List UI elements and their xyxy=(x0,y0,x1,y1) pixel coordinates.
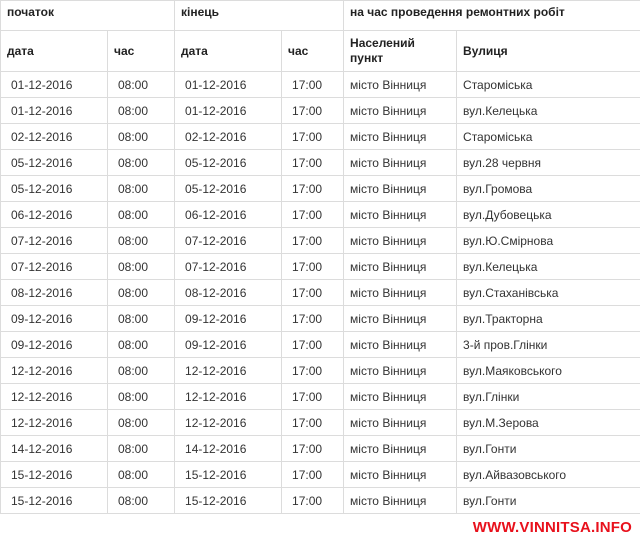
col-street: Вулиця xyxy=(457,31,640,72)
cell-settlement: місто Вінниця xyxy=(344,254,457,280)
cell-end-time: 17:00 xyxy=(282,306,344,332)
cell-street: вул.Келецька xyxy=(457,254,640,280)
cell-start-date: 12-12-2016 xyxy=(1,384,108,410)
table-row xyxy=(1,358,640,384)
cell-end-date: 01-12-2016 xyxy=(175,72,282,98)
cell-street: вул.Келецька xyxy=(457,98,640,124)
cell-start-date: 06-12-2016 xyxy=(1,202,108,228)
cell-street: вул.Дубовецька xyxy=(457,202,640,228)
cell-end-time: 17:00 xyxy=(282,228,344,254)
cell-street: вул.Глінки xyxy=(457,384,640,410)
table-row xyxy=(1,202,640,228)
cell-settlement: місто Вінниця xyxy=(344,436,457,462)
cell-start-date: 01-12-2016 xyxy=(1,98,108,124)
table-row xyxy=(1,384,640,410)
cell-start-time: 08:00 xyxy=(108,332,175,358)
cell-settlement: місто Вінниця xyxy=(344,306,457,332)
cell-street: вул.Громова xyxy=(457,176,640,202)
cell-settlement: місто Вінниця xyxy=(344,410,457,436)
header-group-row xyxy=(1,1,640,31)
cell-start-date: 07-12-2016 xyxy=(1,254,108,280)
cell-end-time: 17:00 xyxy=(282,150,344,176)
cell-settlement: місто Вінниця xyxy=(344,384,457,410)
cell-street: 3-й пров.Глінки xyxy=(457,332,640,358)
cell-settlement: місто Вінниця xyxy=(344,280,457,306)
table-row xyxy=(1,306,640,332)
col-start-time: час xyxy=(108,31,175,72)
table-row xyxy=(1,462,640,488)
cell-street: вул.Гонти xyxy=(457,488,640,514)
cell-start-date: 05-12-2016 xyxy=(1,176,108,202)
cell-start-date: 02-12-2016 xyxy=(1,124,108,150)
cell-settlement: місто Вінниця xyxy=(344,462,457,488)
cell-end-time: 17:00 xyxy=(282,358,344,384)
table-row xyxy=(1,228,640,254)
cell-street: вул.Маяковського xyxy=(457,358,640,384)
cell-start-date: 15-12-2016 xyxy=(1,462,108,488)
table-row xyxy=(1,254,640,280)
site-watermark: WWW.VINNITSA.INFO xyxy=(472,519,632,536)
cell-street: вул.Тракторна xyxy=(457,306,640,332)
cell-settlement: місто Вінниця xyxy=(344,72,457,98)
cell-end-date: 05-12-2016 xyxy=(175,150,282,176)
table-row xyxy=(1,150,640,176)
table-header xyxy=(1,1,640,72)
group-start-header: початок xyxy=(1,1,175,31)
cell-end-time: 17:00 xyxy=(282,98,344,124)
cell-end-date: 01-12-2016 xyxy=(175,98,282,124)
cell-start-time: 08:00 xyxy=(108,410,175,436)
cell-street: вул.Айвазовського xyxy=(457,462,640,488)
cell-end-date: 15-12-2016 xyxy=(175,462,282,488)
cell-end-date: 12-12-2016 xyxy=(175,358,282,384)
cell-end-date: 07-12-2016 xyxy=(175,254,282,280)
cell-end-date: 09-12-2016 xyxy=(175,332,282,358)
cell-settlement: місто Вінниця xyxy=(344,332,457,358)
cell-end-time: 17:00 xyxy=(282,254,344,280)
cell-end-date: 09-12-2016 xyxy=(175,306,282,332)
table-row xyxy=(1,176,640,202)
cell-end-time: 17:00 xyxy=(282,410,344,436)
cell-start-time: 08:00 xyxy=(108,462,175,488)
cell-street: Староміська xyxy=(457,124,640,150)
table-body xyxy=(1,72,640,514)
cell-start-time: 08:00 xyxy=(108,254,175,280)
cell-start-time: 08:00 xyxy=(108,436,175,462)
cell-settlement: місто Вінниця xyxy=(344,488,457,514)
table-row xyxy=(1,98,640,124)
cell-start-date: 12-12-2016 xyxy=(1,410,108,436)
group-end-header: кінець xyxy=(175,1,344,31)
cell-settlement: місто Вінниця xyxy=(344,228,457,254)
cell-end-date: 12-12-2016 xyxy=(175,410,282,436)
cell-end-date: 12-12-2016 xyxy=(175,384,282,410)
cell-end-time: 17:00 xyxy=(282,436,344,462)
cell-start-time: 08:00 xyxy=(108,72,175,98)
col-settlement: Населений пункт xyxy=(344,31,457,72)
cell-start-time: 08:00 xyxy=(108,384,175,410)
cell-street: вул.Гонти xyxy=(457,436,640,462)
cell-start-time: 08:00 xyxy=(108,202,175,228)
cell-start-time: 08:00 xyxy=(108,488,175,514)
cell-end-date: 14-12-2016 xyxy=(175,436,282,462)
cell-settlement: місто Вінниця xyxy=(344,202,457,228)
cell-end-date: 07-12-2016 xyxy=(175,228,282,254)
cell-street: вул.Стаханівська xyxy=(457,280,640,306)
table-row xyxy=(1,72,640,98)
cell-end-time: 17:00 xyxy=(282,202,344,228)
col-end-date: дата xyxy=(175,31,282,72)
header-column-row xyxy=(1,31,640,72)
cell-street: вул.М.Зерова xyxy=(457,410,640,436)
cell-end-time: 17:00 xyxy=(282,332,344,358)
cell-start-date: 01-12-2016 xyxy=(1,72,108,98)
cell-settlement: місто Вінниця xyxy=(344,98,457,124)
cell-start-time: 08:00 xyxy=(108,358,175,384)
table-row xyxy=(1,488,640,514)
cell-end-time: 17:00 xyxy=(282,280,344,306)
cell-end-time: 17:00 xyxy=(282,72,344,98)
cell-end-date: 05-12-2016 xyxy=(175,176,282,202)
cell-end-time: 17:00 xyxy=(282,124,344,150)
table-row xyxy=(1,332,640,358)
cell-start-time: 08:00 xyxy=(108,306,175,332)
cell-settlement: місто Вінниця xyxy=(344,150,457,176)
cell-start-date: 07-12-2016 xyxy=(1,228,108,254)
cell-start-date: 09-12-2016 xyxy=(1,332,108,358)
cell-start-time: 08:00 xyxy=(108,124,175,150)
col-end-time: час xyxy=(282,31,344,72)
cell-end-time: 17:00 xyxy=(282,384,344,410)
cell-start-date: 05-12-2016 xyxy=(1,150,108,176)
table-row xyxy=(1,436,640,462)
cell-end-date: 15-12-2016 xyxy=(175,488,282,514)
cell-start-date: 14-12-2016 xyxy=(1,436,108,462)
cell-end-time: 17:00 xyxy=(282,462,344,488)
cell-start-time: 08:00 xyxy=(108,150,175,176)
cell-start-date: 12-12-2016 xyxy=(1,358,108,384)
table-row xyxy=(1,410,640,436)
table-row xyxy=(1,124,640,150)
cell-end-date: 06-12-2016 xyxy=(175,202,282,228)
cell-end-date: 02-12-2016 xyxy=(175,124,282,150)
cell-settlement: місто Вінниця xyxy=(344,358,457,384)
cell-start-time: 08:00 xyxy=(108,176,175,202)
cell-street: Староміська xyxy=(457,72,640,98)
cell-end-date: 08-12-2016 xyxy=(175,280,282,306)
cell-settlement: місто Вінниця xyxy=(344,176,457,202)
cell-start-date: 09-12-2016 xyxy=(1,306,108,332)
cell-start-time: 08:00 xyxy=(108,98,175,124)
group-repair-header: на час проведення ремонтних робіт xyxy=(344,1,640,31)
cell-start-date: 15-12-2016 xyxy=(1,488,108,514)
cell-end-time: 17:00 xyxy=(282,488,344,514)
cell-street: вул.28 червня xyxy=(457,150,640,176)
cell-settlement: місто Вінниця xyxy=(344,124,457,150)
cell-start-time: 08:00 xyxy=(108,280,175,306)
cell-street: вул.Ю.Смірнова xyxy=(457,228,640,254)
cell-start-date: 08-12-2016 xyxy=(1,280,108,306)
table-row xyxy=(1,280,640,306)
cell-start-time: 08:00 xyxy=(108,228,175,254)
cell-end-time: 17:00 xyxy=(282,176,344,202)
col-start-date: дата xyxy=(1,31,108,72)
